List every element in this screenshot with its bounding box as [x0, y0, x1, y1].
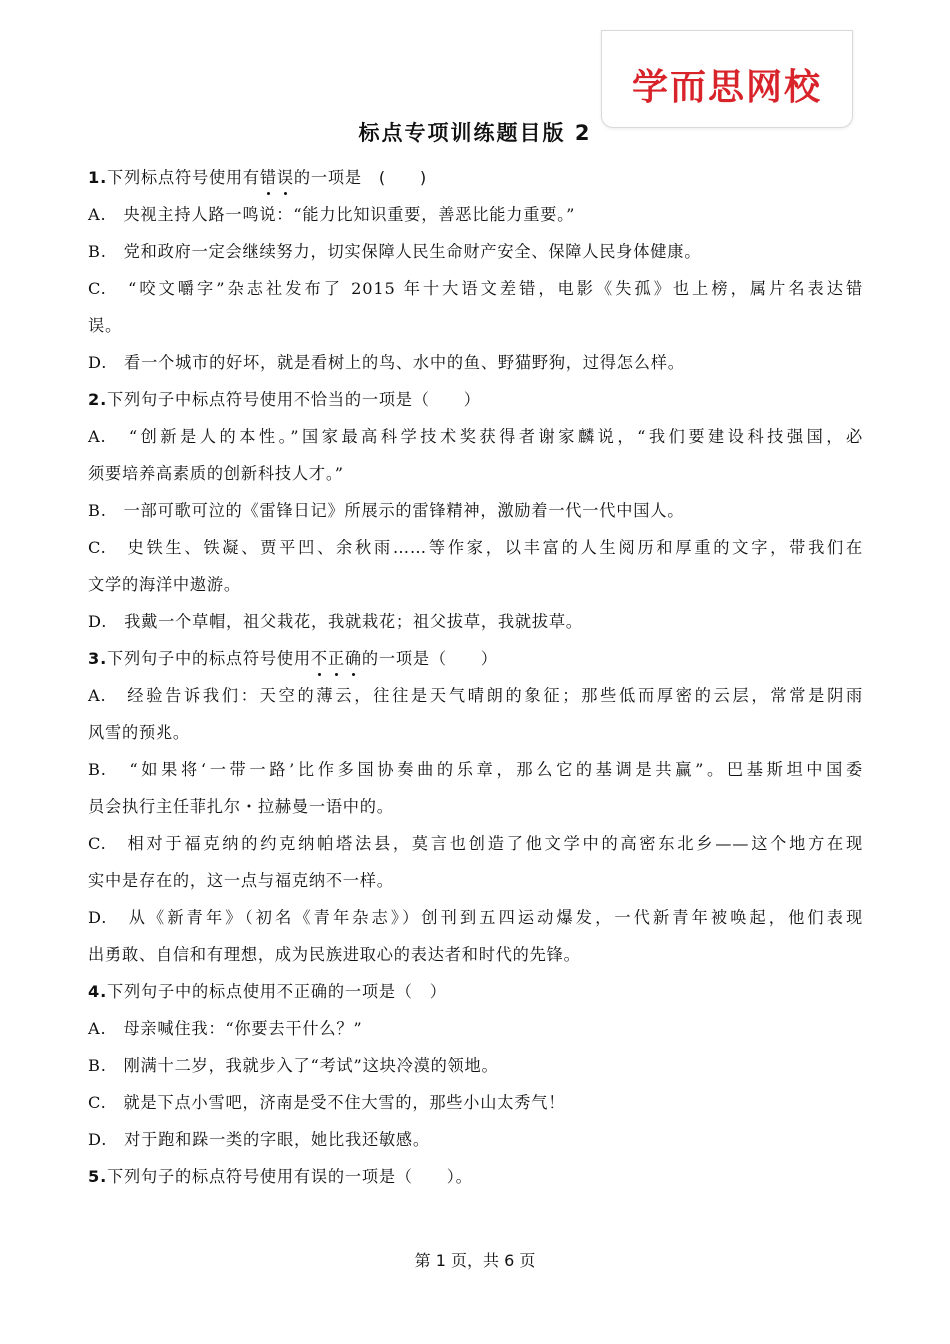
question-number: 2. — [88, 390, 108, 409]
footer-suffix: 页 — [514, 1251, 536, 1270]
question-stem-text: 下列句子的标点符号使用有误的一项是（ ）。 — [107, 1167, 473, 1186]
question-stem — [88, 381, 863, 418]
emphasis-char: 错 — [260, 159, 277, 196]
option-line: B. “如果将‘一带一路’比作多国协奏曲的乐章，那么它的基调是共赢”。巴基斯坦中国委 — [88, 760, 863, 779]
question-stem — [88, 1158, 863, 1195]
question-4 — [88, 973, 863, 1158]
question-5 — [88, 1158, 863, 1195]
page-title: 标点专项训练题目版 2 — [358, 121, 592, 145]
question-stem-text: 下列标点符号使用有 — [107, 168, 260, 187]
page-footer — [0, 1248, 950, 1271]
option-line: 员会执行主任菲扎尔・拉赫曼一语中的。 — [88, 797, 394, 816]
option-line: B. 党和政府一定会继续努力，切实保障人民生命财产安全、保障人民身体健康。 — [88, 242, 702, 261]
option-line: D. 看一个城市的好坏，就是看树上的鸟、水中的鱼、野猫野狗，过得怎么样。 — [88, 353, 685, 372]
option-line: D. 对于跑和跺一类的字眼，她比我还敏感。 — [88, 1130, 430, 1149]
logo: 学而思网校 — [631, 67, 822, 108]
option-line: A. 央视主持人路一鸣说：“能力比知识重要，善恶比能力重要。” — [88, 205, 576, 224]
question-stem — [88, 159, 863, 196]
option-line: A. “创新是人的本性。”国家最高科学技术奖获得者谢家麟说，“我们要建设科技强国，必 — [88, 427, 863, 446]
option-line: B. 刚满十二岁，我就步入了“考试”这块冷漠的领地。 — [88, 1056, 499, 1075]
option-line: C. 史铁生、铁凝、贾平凹、余秋雨……等作家，以丰富的人生阅历和厚重的文字，带我们在 — [88, 538, 863, 557]
emphasis-char: 不 — [311, 640, 328, 677]
option-line: C. 相对于福克纳的约克纳帕塔法县，莫言也创造了他文学中的高密东北乡——这个地方在现 — [88, 834, 863, 853]
question-stem-text: 下列句子中的标点使用不正确的一项是（ ） — [107, 982, 447, 1001]
question-3 — [88, 640, 863, 973]
logo-box — [601, 30, 853, 128]
footer-prefix: 第 — [414, 1251, 436, 1270]
option-line: 误。 — [88, 316, 122, 335]
option-line: 须要培养高素质的创新科技人才。” — [88, 464, 344, 483]
question-stem-tail: 的一项是 ( ) — [293, 168, 428, 187]
question-stem-text: 下列句子中的标点符号使用 — [107, 649, 311, 668]
option-line: 出勇敢、自信和有理想，成为民族进取心的表达者和时代的先锋。 — [88, 945, 581, 964]
question-number: 4. — [88, 982, 108, 1001]
footer-middle: 页，共 — [445, 1251, 505, 1270]
option-line: C. 就是下点小雪吧，济南是受不住大雪的，那些小山太秀气！ — [88, 1093, 566, 1112]
question-number: 1. — [88, 168, 108, 187]
question-number: 5. — [88, 1167, 108, 1186]
question-list — [88, 159, 863, 1195]
footer-total-pages: 6 — [504, 1251, 515, 1270]
question-stem — [88, 973, 863, 1010]
option-line: A. 经验告诉我们：天空的薄云，往往是天气晴朗的象征；那些低而厚密的云层，常常是阴雨 — [88, 686, 863, 705]
option-line: 风雪的预兆。 — [88, 723, 190, 742]
option-line: A. 母亲喊住我：“你要去干什么？” — [88, 1019, 363, 1038]
question-number: 3. — [88, 649, 108, 668]
question-2 — [88, 381, 863, 640]
option-line: D. 我戴一个草帽，祖父栽花，我就栽花；祖父拔草，我就拔草。 — [88, 612, 583, 631]
footer-page-number: 1 — [435, 1251, 446, 1270]
question-stem — [88, 640, 863, 677]
option-line: C. “咬文嚼字”杂志社发布了 2015 年十大语文差错，电影《失孤》也上榜，属片名表达错 — [88, 279, 863, 298]
question-stem-tail: 的一项是（ ） — [361, 649, 498, 668]
question-1 — [88, 159, 863, 381]
emphasis-char: 误 — [277, 159, 294, 196]
emphasis-char: 确 — [345, 640, 362, 677]
question-stem-text: 下列句子中标点符号使用不恰当的一项是（ ） — [107, 390, 481, 409]
emphasis-char: 正 — [328, 640, 345, 677]
option-line: D. 从《新青年》（初名《青年杂志》）创刊到五四运动爆发，一代新青年被唤起，他们表现 — [88, 908, 863, 927]
option-line: 文学的海洋中遨游。 — [88, 575, 241, 594]
option-line: B. 一部可歌可泣的《雷锋日记》所展示的雷锋精神，激励着一代一代中国人。 — [88, 501, 685, 520]
option-line: 实中是存在的，这一点与福克纳不一样。 — [88, 871, 394, 890]
